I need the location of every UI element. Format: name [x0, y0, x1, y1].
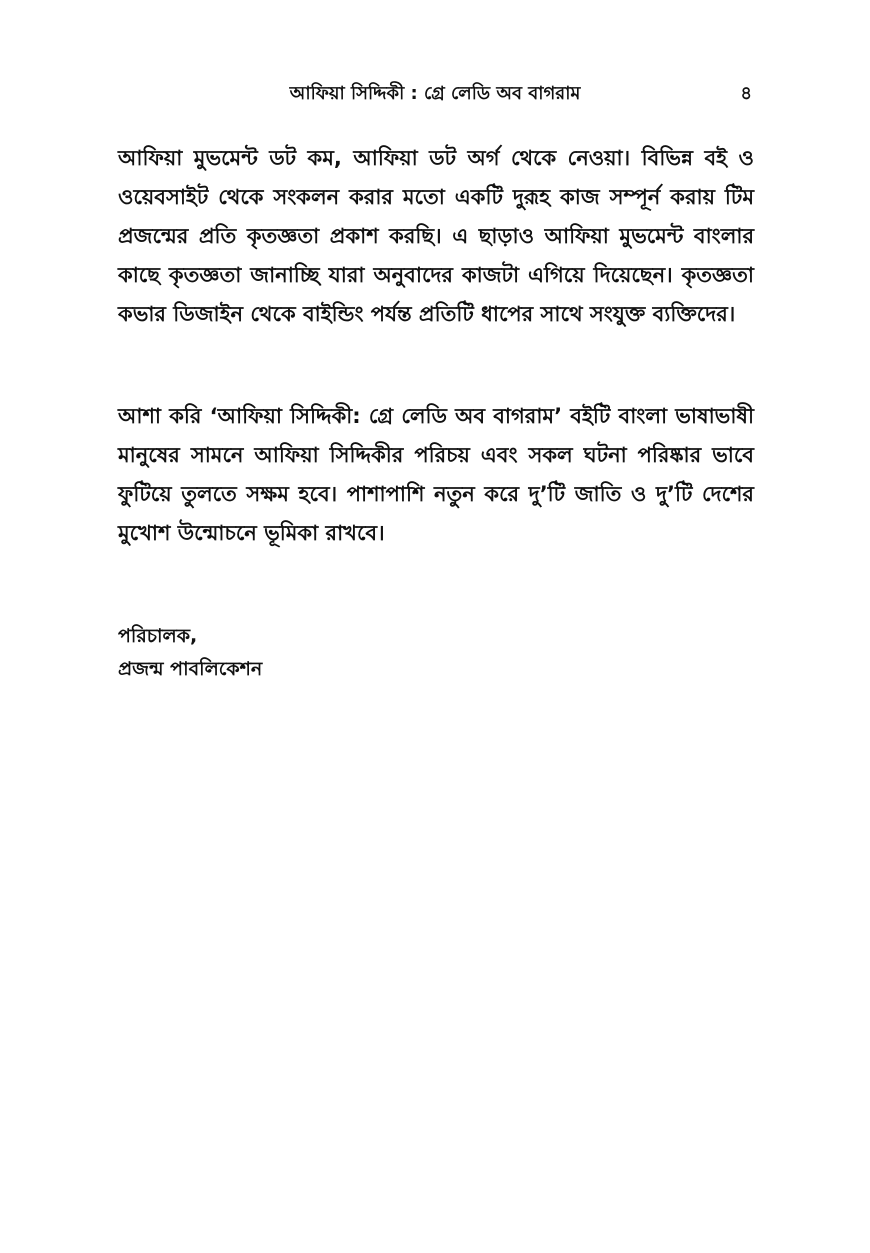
body-paragraph-hope: আশা করি ‘আফিয়া সিদ্দিকী: গ্রে লেডি অব বাগরাম’ বইটি বাংলা ভাষাভাষী মানুষের সামনে আফিয়া সিদ্দিকীর পরিচয় এবং সকল ঘটনা পরিষ্কার ভাবে ফুটিয়ে তুলতে সক্ষম হবে। পাশাপাশি নতুন করে দু’টি জাতি ও দু’টি দেশের মুখোশ উন্মোচনে ভূমিকা রাখবে। [118, 404, 754, 545]
signature-organization: প্রজন্ম পাবলিকেশন [118, 658, 263, 680]
body-paragraph-acknowledgement: আফিয়া মুভমেন্ট ডট কম, আফিয়া ডট অর্গ থেকে নেওয়া। বিভিন্ন বই ও ওয়েবসাইট থেকে সংকলন করার মতো একটি দুরূহ কাজ সম্পূর্ন করায় টিম প্রজন্মের প্রতি কৃতজ্ঞতা প্রকাশ করছি। এ ছাড়াও আফিয়া মুভমেন্ট বাংলার কাছে কৃতজ্ঞতা জানাচ্ছি যারা অনুবাদের কাজটা এগিয়ে দিয়েছেন। কৃতজ্ঞতা কভার ডিজাইন থেকে বাইন্ডিং পর্যন্ত প্রতিটি ধাপের সাথে সংযুক্ত ব্যক্তিদের। [118, 146, 754, 326]
signature-block [118, 620, 262, 686]
running-header [118, 80, 752, 112]
book-title-header: আফিয়া সিদ্দিকী : গ্রে লেডি অব বাগরাম [289, 83, 581, 104]
page-number: ৪ [740, 83, 752, 104]
signature-role: পরিচালক, [118, 625, 198, 647]
